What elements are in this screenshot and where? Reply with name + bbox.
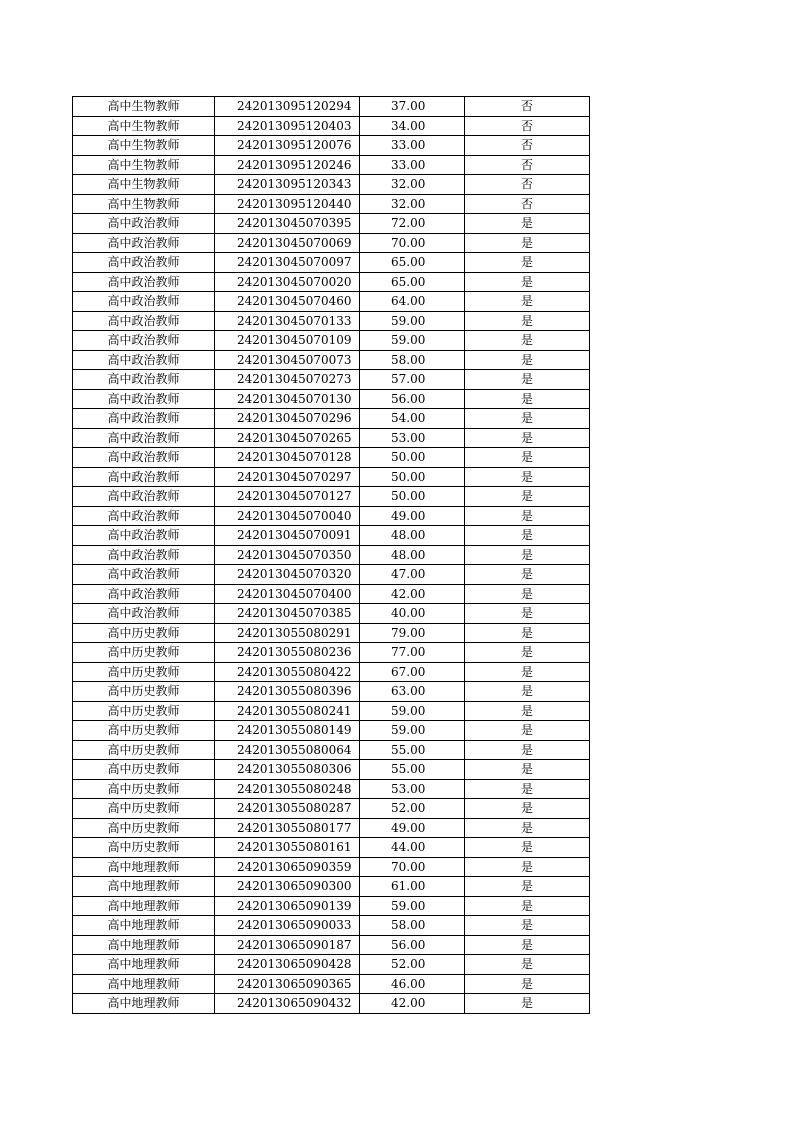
qualified-cell: 是 — [465, 994, 590, 1014]
qualified-cell: 是 — [465, 428, 590, 448]
exam-number-cell: 242013095120246 — [215, 155, 360, 175]
exam-number-cell: 242013055080149 — [215, 721, 360, 741]
exam-number-cell: 242013045070097 — [215, 253, 360, 273]
table-row — [73, 526, 590, 546]
exam-number-cell: 242013095120294 — [215, 97, 360, 117]
exam-number-cell: 242013055080248 — [215, 779, 360, 799]
score-cell: 54.00 — [360, 409, 465, 429]
position-cell: 高中政治教师 — [73, 331, 215, 351]
position-cell: 高中地理教师 — [73, 896, 215, 916]
qualified-cell: 是 — [465, 701, 590, 721]
table-row — [73, 584, 590, 604]
exam-number-cell: 242013045070265 — [215, 428, 360, 448]
position-cell: 高中历史教师 — [73, 643, 215, 663]
exam-number-cell: 242013095120403 — [215, 116, 360, 136]
exam-number-cell: 242013045070297 — [215, 467, 360, 487]
position-cell: 高中历史教师 — [73, 682, 215, 702]
exam-number-cell: 242013095120440 — [215, 194, 360, 214]
position-cell: 高中政治教师 — [73, 350, 215, 370]
score-cell: 50.00 — [360, 467, 465, 487]
exam-number-cell: 242013065090139 — [215, 896, 360, 916]
position-cell: 高中地理教师 — [73, 935, 215, 955]
qualified-cell: 是 — [465, 935, 590, 955]
table-row — [73, 643, 590, 663]
exam-number-cell: 242013045070069 — [215, 233, 360, 253]
exam-number-cell: 242013045070296 — [215, 409, 360, 429]
qualified-cell: 是 — [465, 682, 590, 702]
position-cell: 高中历史教师 — [73, 779, 215, 799]
qualified-cell: 是 — [465, 526, 590, 546]
qualified-cell: 否 — [465, 155, 590, 175]
position-cell: 高中生物教师 — [73, 97, 215, 117]
score-cell: 77.00 — [360, 643, 465, 663]
table-row — [73, 896, 590, 916]
position-cell: 高中政治教师 — [73, 545, 215, 565]
exam-number-cell: 242013065090365 — [215, 974, 360, 994]
table-row — [73, 818, 590, 838]
exam-number-cell: 242013055080241 — [215, 701, 360, 721]
qualified-cell: 是 — [465, 779, 590, 799]
table-row — [73, 506, 590, 526]
table-row — [73, 97, 590, 117]
table-row — [73, 272, 590, 292]
position-cell: 高中历史教师 — [73, 701, 215, 721]
exam-number-cell: 242013065090033 — [215, 916, 360, 936]
exam-number-cell: 242013045070020 — [215, 272, 360, 292]
exam-number-cell: 242013055080236 — [215, 643, 360, 663]
qualified-cell: 是 — [465, 877, 590, 897]
score-cell: 79.00 — [360, 623, 465, 643]
position-cell: 高中政治教师 — [73, 604, 215, 624]
position-cell: 高中政治教师 — [73, 389, 215, 409]
table-row — [73, 253, 590, 273]
position-cell: 高中政治教师 — [73, 370, 215, 390]
qualified-cell: 是 — [465, 974, 590, 994]
table-row — [73, 175, 590, 195]
position-cell: 高中生物教师 — [73, 155, 215, 175]
qualified-cell: 是 — [465, 253, 590, 273]
qualified-cell: 否 — [465, 136, 590, 156]
exam-number-cell: 242013065090432 — [215, 994, 360, 1014]
table-row — [73, 136, 590, 156]
qualified-cell: 是 — [465, 818, 590, 838]
table-row — [73, 974, 590, 994]
score-cell: 37.00 — [360, 97, 465, 117]
qualified-cell: 是 — [465, 331, 590, 351]
score-cell: 40.00 — [360, 604, 465, 624]
position-cell: 高中政治教师 — [73, 448, 215, 468]
exam-number-cell: 242013055080422 — [215, 662, 360, 682]
score-cell: 47.00 — [360, 565, 465, 585]
score-cell: 42.00 — [360, 994, 465, 1014]
qualified-cell: 是 — [465, 721, 590, 741]
position-cell: 高中政治教师 — [73, 253, 215, 273]
exam-number-cell: 242013045070460 — [215, 292, 360, 312]
table-row — [73, 623, 590, 643]
qualified-cell: 是 — [465, 233, 590, 253]
score-cell: 48.00 — [360, 545, 465, 565]
table-row — [73, 214, 590, 234]
position-cell: 高中政治教师 — [73, 272, 215, 292]
qualified-cell: 是 — [465, 565, 590, 585]
qualified-cell: 是 — [465, 760, 590, 780]
exam-number-cell: 242013045070073 — [215, 350, 360, 370]
score-cell: 32.00 — [360, 175, 465, 195]
exam-number-cell: 242013065090187 — [215, 935, 360, 955]
position-cell: 高中历史教师 — [73, 662, 215, 682]
table-row — [73, 487, 590, 507]
exam-number-cell: 242013055080064 — [215, 740, 360, 760]
score-cell: 55.00 — [360, 760, 465, 780]
exam-number-cell: 242013055080396 — [215, 682, 360, 702]
table-row — [73, 838, 590, 858]
table-row — [73, 935, 590, 955]
table-row — [73, 779, 590, 799]
exam-number-cell: 242013095120343 — [215, 175, 360, 195]
position-cell: 高中政治教师 — [73, 487, 215, 507]
table-row — [73, 194, 590, 214]
exam-number-cell: 242013045070091 — [215, 526, 360, 546]
table-row — [73, 662, 590, 682]
qualified-cell: 是 — [465, 487, 590, 507]
qualified-cell: 是 — [465, 350, 590, 370]
exam-number-cell: 242013065090300 — [215, 877, 360, 897]
score-cell: 67.00 — [360, 662, 465, 682]
qualified-cell: 是 — [465, 292, 590, 312]
table-row — [73, 760, 590, 780]
score-cell: 55.00 — [360, 740, 465, 760]
position-cell: 高中政治教师 — [73, 584, 215, 604]
qualified-cell: 是 — [465, 857, 590, 877]
table-row — [73, 740, 590, 760]
table-row — [73, 311, 590, 331]
table-row — [73, 467, 590, 487]
score-cell: 59.00 — [360, 896, 465, 916]
exam-number-cell: 242013065090359 — [215, 857, 360, 877]
qualified-cell: 是 — [465, 799, 590, 819]
table-row — [73, 292, 590, 312]
qualified-cell: 否 — [465, 97, 590, 117]
table-row — [73, 682, 590, 702]
score-cell: 49.00 — [360, 506, 465, 526]
exam-number-cell: 242013045070273 — [215, 370, 360, 390]
exam-number-cell: 242013095120076 — [215, 136, 360, 156]
results-table-body — [73, 97, 590, 1014]
table-row — [73, 331, 590, 351]
exam-number-cell: 242013055080306 — [215, 760, 360, 780]
score-cell: 49.00 — [360, 818, 465, 838]
score-cell: 70.00 — [360, 233, 465, 253]
table-row — [73, 994, 590, 1014]
score-cell: 52.00 — [360, 955, 465, 975]
qualified-cell: 是 — [465, 896, 590, 916]
exam-number-cell: 242013045070385 — [215, 604, 360, 624]
qualified-cell: 否 — [465, 194, 590, 214]
position-cell: 高中地理教师 — [73, 955, 215, 975]
position-cell: 高中历史教师 — [73, 623, 215, 643]
table-row — [73, 701, 590, 721]
score-cell: 42.00 — [360, 584, 465, 604]
table-row — [73, 233, 590, 253]
qualified-cell: 否 — [465, 116, 590, 136]
position-cell: 高中政治教师 — [73, 214, 215, 234]
table-row — [73, 721, 590, 741]
score-cell: 59.00 — [360, 311, 465, 331]
score-cell: 65.00 — [360, 253, 465, 273]
position-cell: 高中政治教师 — [73, 409, 215, 429]
position-cell: 高中地理教师 — [73, 857, 215, 877]
score-cell: 72.00 — [360, 214, 465, 234]
qualified-cell: 是 — [465, 272, 590, 292]
position-cell: 高中政治教师 — [73, 292, 215, 312]
table-row — [73, 370, 590, 390]
score-cell: 50.00 — [360, 448, 465, 468]
exam-number-cell: 242013045070350 — [215, 545, 360, 565]
score-cell: 63.00 — [360, 682, 465, 702]
exam-number-cell: 242013045070128 — [215, 448, 360, 468]
qualified-cell: 是 — [465, 740, 590, 760]
qualified-cell: 是 — [465, 409, 590, 429]
score-cell: 64.00 — [360, 292, 465, 312]
position-cell: 高中地理教师 — [73, 994, 215, 1014]
position-cell: 高中地理教师 — [73, 974, 215, 994]
position-cell: 高中生物教师 — [73, 194, 215, 214]
exam-number-cell: 242013045070040 — [215, 506, 360, 526]
score-cell: 61.00 — [360, 877, 465, 897]
qualified-cell: 是 — [465, 643, 590, 663]
qualified-cell: 是 — [465, 214, 590, 234]
position-cell: 高中生物教师 — [73, 175, 215, 195]
position-cell: 高中政治教师 — [73, 467, 215, 487]
score-cell: 59.00 — [360, 331, 465, 351]
score-cell: 58.00 — [360, 350, 465, 370]
score-cell: 33.00 — [360, 136, 465, 156]
table-row — [73, 799, 590, 819]
table-row — [73, 545, 590, 565]
table-row — [73, 428, 590, 448]
position-cell: 高中政治教师 — [73, 526, 215, 546]
qualified-cell: 是 — [465, 584, 590, 604]
exam-number-cell: 242013055080287 — [215, 799, 360, 819]
exam-number-cell: 242013055080177 — [215, 818, 360, 838]
exam-number-cell: 242013045070400 — [215, 584, 360, 604]
table-row — [73, 857, 590, 877]
exam-number-cell: 242013045070320 — [215, 565, 360, 585]
position-cell: 高中生物教师 — [73, 136, 215, 156]
score-cell: 50.00 — [360, 487, 465, 507]
exam-number-cell: 242013055080161 — [215, 838, 360, 858]
position-cell: 高中生物教师 — [73, 116, 215, 136]
results-table — [72, 96, 590, 1014]
score-cell: 48.00 — [360, 526, 465, 546]
score-cell: 59.00 — [360, 721, 465, 741]
score-cell: 32.00 — [360, 194, 465, 214]
position-cell: 高中地理教师 — [73, 877, 215, 897]
position-cell: 高中历史教师 — [73, 799, 215, 819]
qualified-cell: 是 — [465, 955, 590, 975]
qualified-cell: 是 — [465, 916, 590, 936]
exam-number-cell: 242013065090428 — [215, 955, 360, 975]
exam-number-cell: 242013045070109 — [215, 331, 360, 351]
table-row — [73, 155, 590, 175]
exam-number-cell: 242013045070133 — [215, 311, 360, 331]
position-cell: 高中地理教师 — [73, 916, 215, 936]
position-cell: 高中政治教师 — [73, 565, 215, 585]
position-cell: 高中历史教师 — [73, 818, 215, 838]
qualified-cell: 否 — [465, 175, 590, 195]
qualified-cell: 是 — [465, 604, 590, 624]
score-cell: 56.00 — [360, 935, 465, 955]
position-cell: 高中历史教师 — [73, 740, 215, 760]
table-row — [73, 916, 590, 936]
qualified-cell: 是 — [465, 467, 590, 487]
position-cell: 高中历史教师 — [73, 721, 215, 741]
score-cell: 57.00 — [360, 370, 465, 390]
table-row — [73, 409, 590, 429]
score-cell: 58.00 — [360, 916, 465, 936]
score-cell: 53.00 — [360, 428, 465, 448]
table-row — [73, 604, 590, 624]
score-cell: 33.00 — [360, 155, 465, 175]
qualified-cell: 是 — [465, 506, 590, 526]
qualified-cell: 是 — [465, 370, 590, 390]
position-cell: 高中政治教师 — [73, 428, 215, 448]
table-row — [73, 448, 590, 468]
table-row — [73, 350, 590, 370]
position-cell: 高中历史教师 — [73, 760, 215, 780]
position-cell: 高中历史教师 — [73, 838, 215, 858]
score-cell: 34.00 — [360, 116, 465, 136]
qualified-cell: 是 — [465, 623, 590, 643]
qualified-cell: 是 — [465, 448, 590, 468]
qualified-cell: 是 — [465, 389, 590, 409]
table-row — [73, 955, 590, 975]
qualified-cell: 是 — [465, 662, 590, 682]
qualified-cell: 是 — [465, 545, 590, 565]
score-cell: 53.00 — [360, 779, 465, 799]
qualified-cell: 是 — [465, 838, 590, 858]
score-cell: 65.00 — [360, 272, 465, 292]
table-row — [73, 877, 590, 897]
exam-number-cell: 242013045070130 — [215, 389, 360, 409]
table-row — [73, 116, 590, 136]
score-cell: 52.00 — [360, 799, 465, 819]
score-cell: 70.00 — [360, 857, 465, 877]
score-cell: 46.00 — [360, 974, 465, 994]
table-row — [73, 565, 590, 585]
score-cell: 44.00 — [360, 838, 465, 858]
table-row — [73, 389, 590, 409]
exam-number-cell: 242013045070395 — [215, 214, 360, 234]
position-cell: 高中政治教师 — [73, 233, 215, 253]
position-cell: 高中政治教师 — [73, 311, 215, 331]
exam-number-cell: 242013055080291 — [215, 623, 360, 643]
score-cell: 59.00 — [360, 701, 465, 721]
score-cell: 56.00 — [360, 389, 465, 409]
position-cell: 高中政治教师 — [73, 506, 215, 526]
qualified-cell: 是 — [465, 311, 590, 331]
exam-number-cell: 242013045070127 — [215, 487, 360, 507]
